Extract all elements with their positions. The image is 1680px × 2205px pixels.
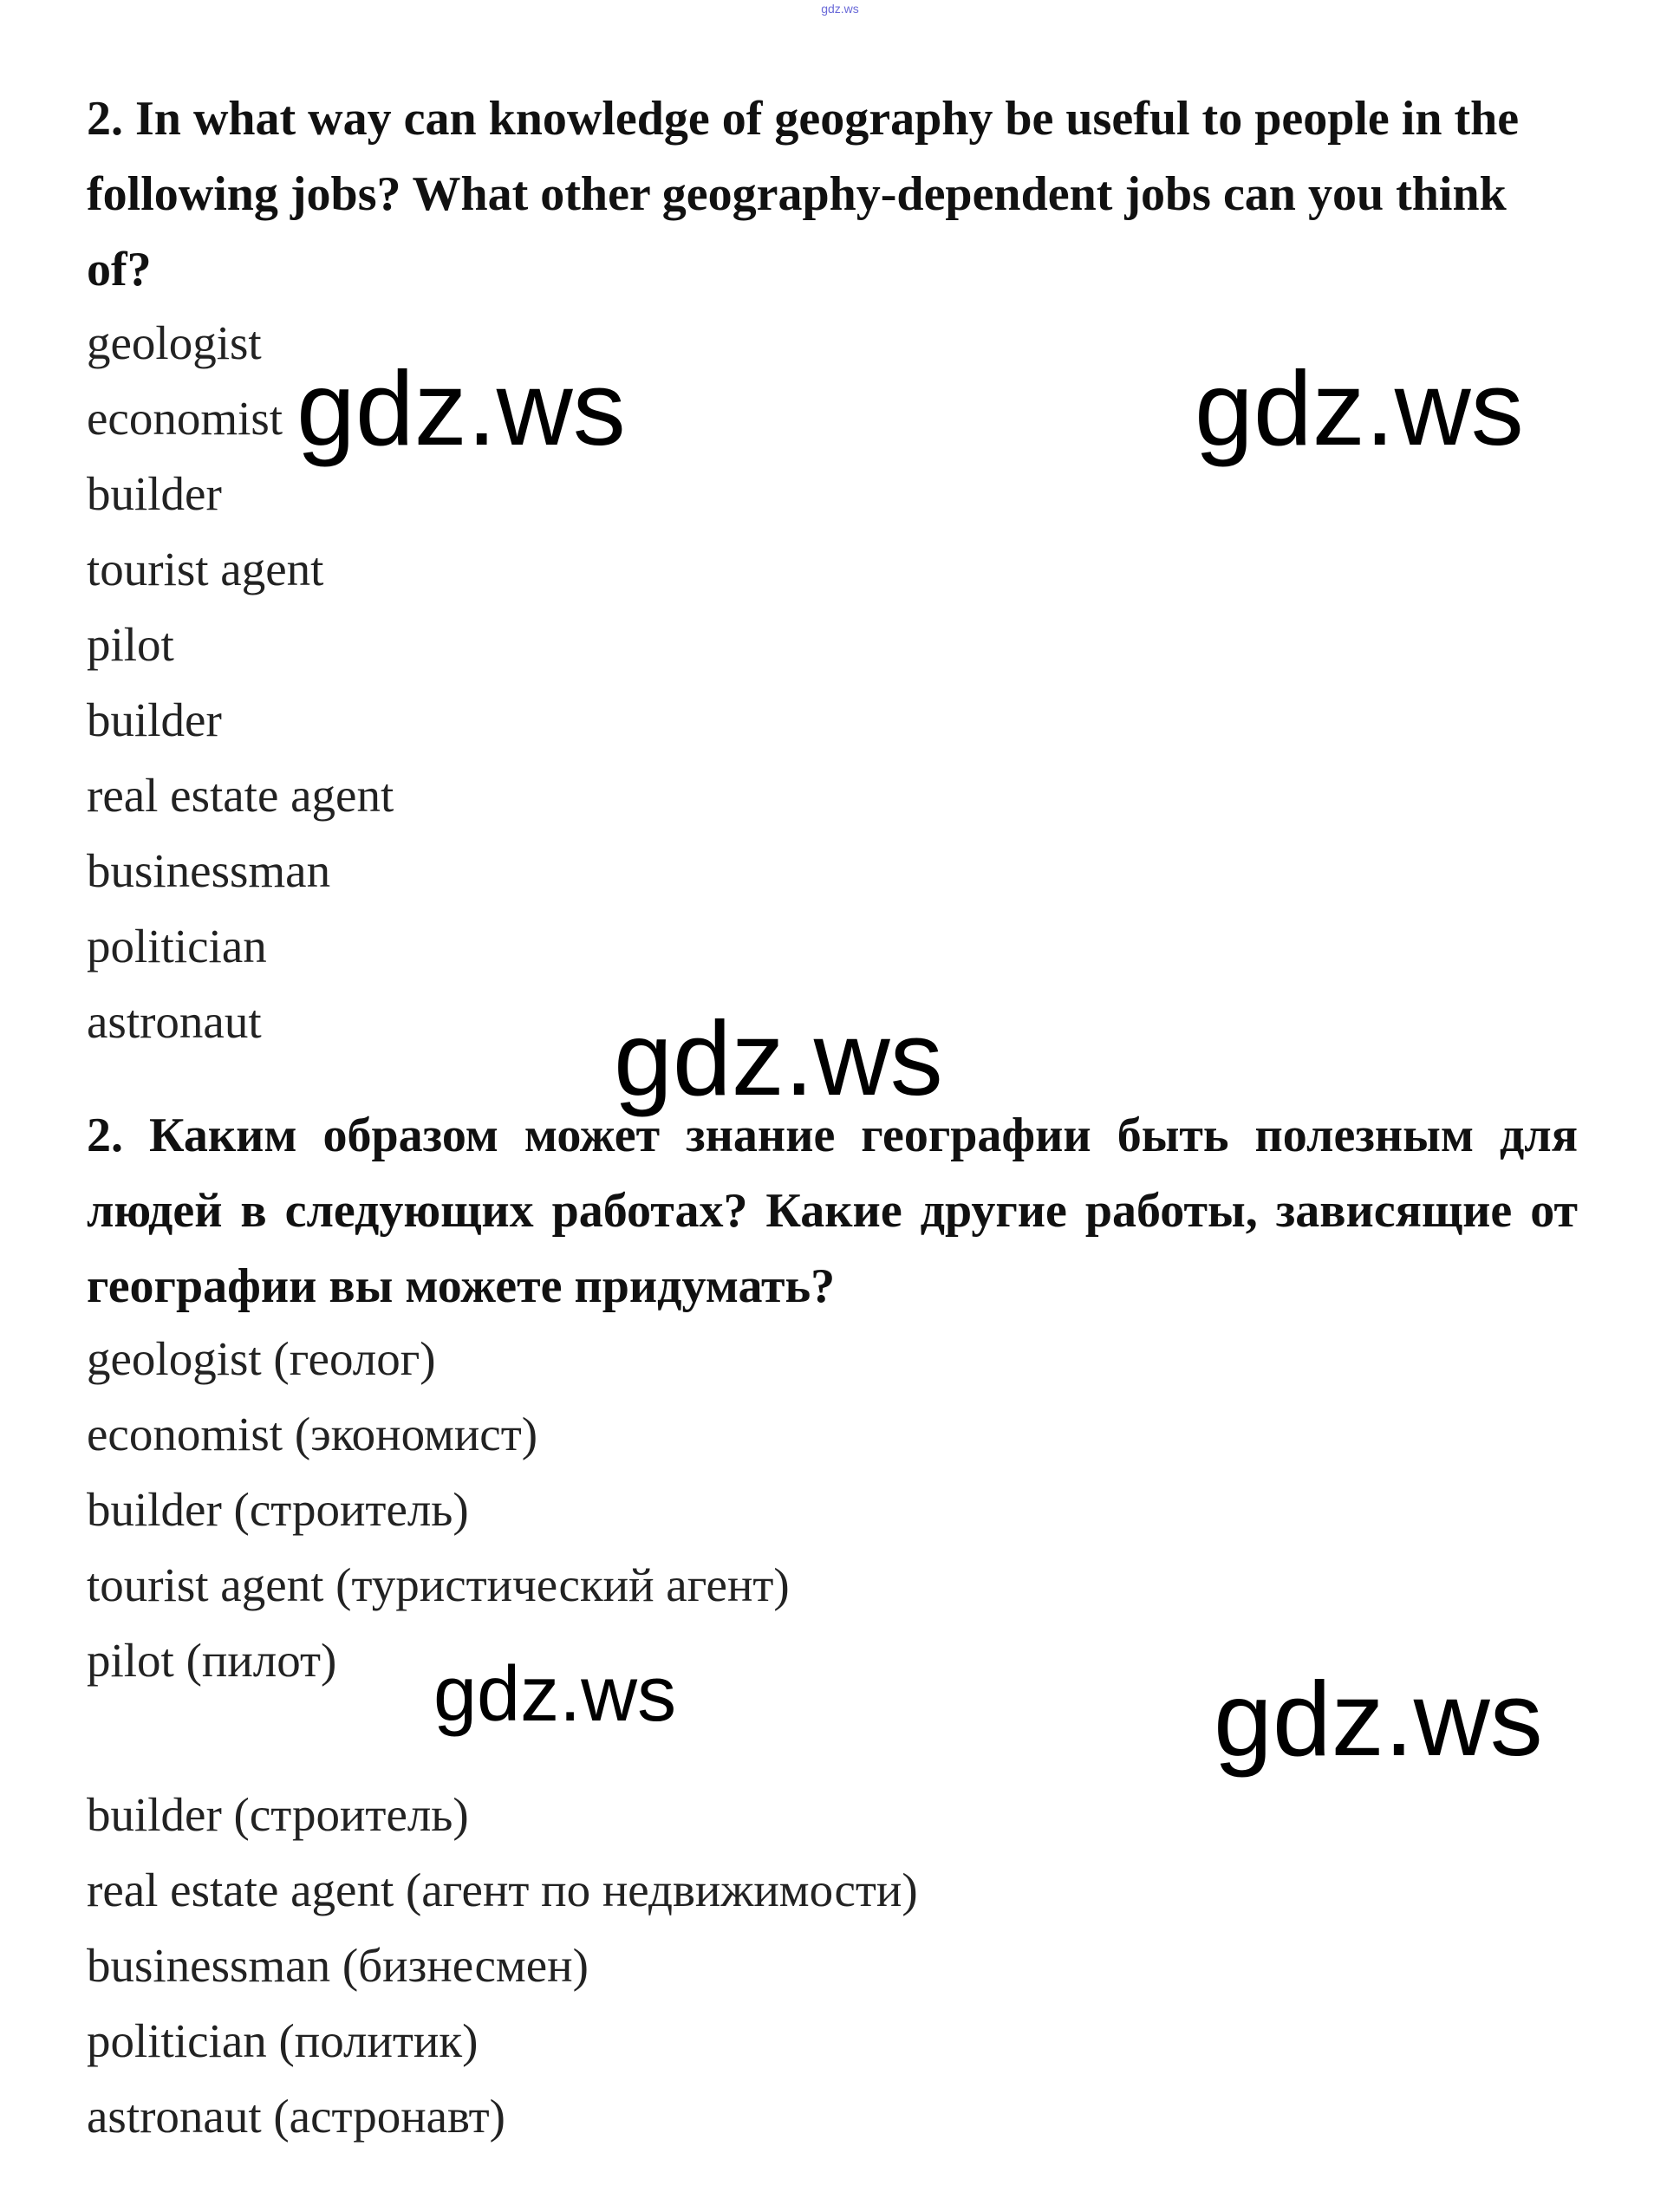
question-russian: 2. Каким образом может знание географии быть полезным для людей в следующих работах? Какие другие работы, зависящие от географии вы можете придумать? xyxy=(87,1109,1578,1313)
list-item: geologist (геолог) xyxy=(87,1332,436,1385)
list-item: pilot xyxy=(87,618,174,671)
list-item: real estate agent xyxy=(87,769,394,822)
watermark: gdz.ws xyxy=(1195,349,1524,467)
job-list-russian-part-2 xyxy=(87,1777,918,2154)
list-item: politician xyxy=(87,920,267,972)
list-item: tourist agent xyxy=(87,543,324,595)
watermark: gdz.ws xyxy=(433,1651,677,1738)
list-item: geologist xyxy=(87,316,262,369)
watermark: gdz.ws xyxy=(296,349,626,467)
list-item: pilot (пилот) xyxy=(87,1634,337,1687)
list-item: tourist agent (туристический агент) xyxy=(87,1558,790,1611)
list-item: businessman xyxy=(87,844,331,897)
header-mark: gdz.ws xyxy=(821,2,859,16)
watermark: gdz.ws xyxy=(1214,1660,1543,1778)
list-item: real estate agent (агент по недвижимости) xyxy=(87,1864,918,1916)
list-item: astronaut xyxy=(87,995,262,1048)
watermark: gdz.ws xyxy=(614,999,943,1117)
list-item: builder (строитель) xyxy=(87,1483,469,1536)
list-item: economist xyxy=(87,392,283,445)
list-item: businessman (бизнесмен) xyxy=(87,1939,589,1992)
list-item: economist (экономист) xyxy=(87,1408,538,1460)
question-english: 2. In what way can knowledge of geography be useful to people in the following jobs? What other geography-dependent jobs can you think of? xyxy=(87,92,1520,296)
list-item: politician (политик) xyxy=(87,2014,479,2067)
list-item: astronaut (астронавт) xyxy=(87,2090,505,2143)
list-item: builder xyxy=(87,467,222,520)
job-list-russian-part-1 xyxy=(87,1321,790,1698)
list-item: builder xyxy=(87,693,222,746)
list-item: builder (строитель) xyxy=(87,1788,469,1841)
